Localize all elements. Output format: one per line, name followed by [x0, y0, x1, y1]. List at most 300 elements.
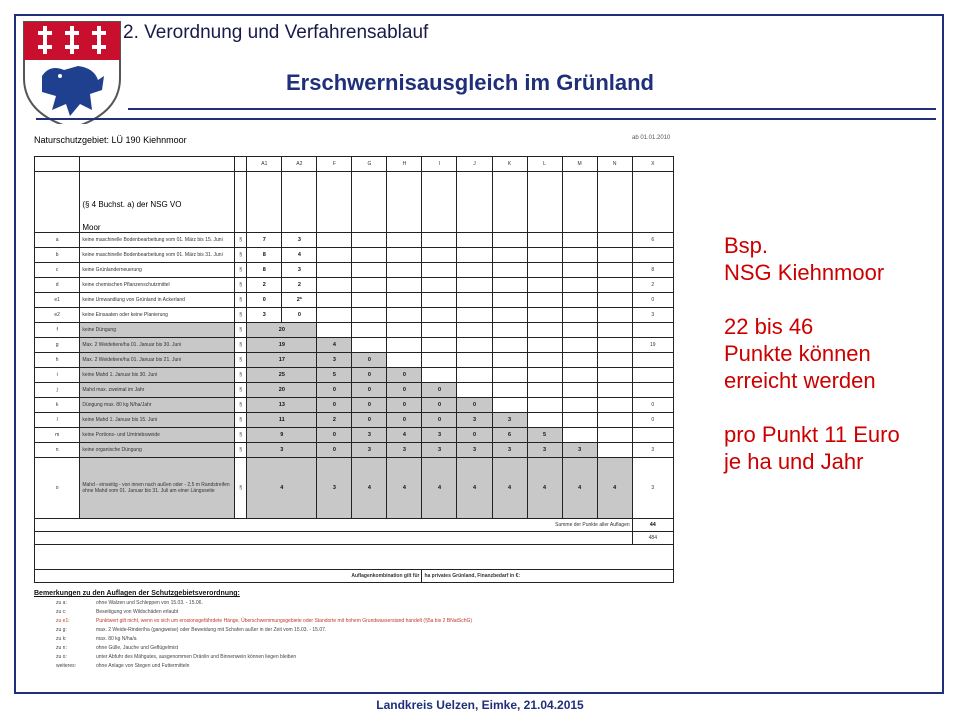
section-mark: § — [234, 413, 246, 428]
value-a1: 0 — [247, 293, 282, 308]
value-cell — [597, 293, 632, 308]
section-mark: § — [234, 353, 246, 368]
header-cell — [422, 172, 457, 233]
note-text: ohne Anlage von Stegen und Futtermitteln — [96, 663, 190, 669]
value-cell — [562, 353, 597, 368]
table-row — [35, 323, 674, 338]
row-key: f — [35, 323, 80, 338]
section-title: 2. Verordnung und Verfahrensablauf — [123, 22, 429, 43]
column-header: X — [632, 157, 673, 172]
row-key: o — [35, 458, 80, 519]
value-cell: 4 — [422, 458, 457, 519]
example-line-3: 22 bis 46 — [724, 314, 814, 339]
value-cell: 4 — [457, 458, 492, 519]
value-cell: 0 — [387, 398, 422, 413]
row-key: g — [35, 338, 80, 353]
value-cell: 3 — [317, 458, 352, 519]
value-cell: 0 — [352, 368, 387, 383]
sum-label: Summe der Punkte aller Auflagen — [35, 519, 633, 532]
header-cell — [597, 172, 632, 233]
row-label: keine Düngung — [80, 323, 235, 338]
note-key: weiteres: — [56, 663, 77, 669]
table-row — [35, 458, 674, 519]
combo-label-2: ha privates Grünland, Finanzbedarf in €: — [422, 570, 674, 583]
value-cell — [597, 278, 632, 293]
value-x: 8 — [632, 263, 673, 278]
value-a1: 11 — [247, 413, 317, 428]
note-item — [56, 636, 674, 643]
value-cell — [387, 308, 422, 323]
value-x — [632, 353, 673, 368]
value-cell — [527, 233, 562, 248]
value-x — [632, 248, 673, 263]
table-row — [35, 338, 674, 353]
row-key: k — [35, 398, 80, 413]
value-cell: 3 — [457, 443, 492, 458]
value-cell: 3 — [352, 428, 387, 443]
section-mark: § — [234, 323, 246, 338]
value-cell — [492, 308, 527, 323]
table-row — [35, 413, 674, 428]
value-cell — [562, 278, 597, 293]
value-cell — [492, 263, 527, 278]
value-cell — [562, 338, 597, 353]
value-cell — [562, 413, 597, 428]
section-mark: § — [234, 458, 246, 519]
value-cell — [597, 368, 632, 383]
example-line-4: Punkte können — [724, 341, 871, 366]
value-x: 2 — [632, 278, 673, 293]
value-x: 0 — [632, 413, 673, 428]
value-a2: 2 — [282, 278, 317, 293]
note-key: zu c: — [56, 609, 67, 615]
row-label: keine Grünlanderneuerung — [80, 263, 235, 278]
value-cell: 3 — [492, 413, 527, 428]
value-cell — [457, 338, 492, 353]
row-label: Max. 2 Weidetiere/ha 01. Januar bis 21. Juni — [80, 353, 235, 368]
value-cell — [422, 353, 457, 368]
row-label: Mahd max. zweimal im Jahr — [80, 383, 235, 398]
note-text: ohne Gülle, Jauche und Geflügelmist — [96, 645, 178, 651]
header-cell — [562, 172, 597, 233]
value-cell — [457, 263, 492, 278]
value-cell — [597, 233, 632, 248]
value-x — [632, 428, 673, 443]
value-a1: 20 — [247, 323, 317, 338]
title-divider-lower — [36, 118, 936, 120]
value-cell: 0 — [317, 443, 352, 458]
value-a2: 3 — [282, 263, 317, 278]
note-text: unter Abfuhr des Mähgutes, ausgenommen Dränlin und Binnenwein können liegen bleiben — [96, 654, 297, 660]
value-cell — [492, 278, 527, 293]
value-a1: 4 — [247, 458, 317, 519]
value-x: 3 — [632, 308, 673, 323]
row-key: j — [35, 383, 80, 398]
value-cell — [387, 323, 422, 338]
table-row — [35, 353, 674, 368]
value-cell — [527, 353, 562, 368]
value-cell — [562, 398, 597, 413]
value-cell — [352, 323, 387, 338]
header-cell — [80, 157, 235, 172]
note-item — [56, 600, 674, 607]
value-cell — [527, 368, 562, 383]
value-cell — [562, 293, 597, 308]
value-cell — [352, 263, 387, 278]
note-item — [56, 618, 674, 625]
column-header: K — [492, 157, 527, 172]
value-a1: 9 — [247, 428, 317, 443]
column-header: F — [317, 157, 352, 172]
value-cell: 0 — [352, 383, 387, 398]
section-mark: § — [234, 383, 246, 398]
note-key: zu k: — [56, 636, 67, 642]
header-cell — [247, 172, 282, 233]
note-item — [56, 627, 674, 634]
note-key: zu g: — [56, 627, 67, 633]
value-cell: 0 — [317, 398, 352, 413]
row-key: m — [35, 428, 80, 443]
value-a1: 3 — [247, 443, 317, 458]
row-label: Mahd - einseitig - von innen nach außen oder - 2,5 m Randstreifen ohne Mahd vom 01. Januar bis 31. Juli am einer Längsseite — [80, 458, 235, 519]
value-cell — [527, 338, 562, 353]
value-cell — [422, 368, 457, 383]
value-cell: 4 — [597, 458, 632, 519]
table-row — [35, 443, 674, 458]
column-header: G — [352, 157, 387, 172]
section-mark: § — [234, 428, 246, 443]
value-cell — [597, 248, 632, 263]
row-key: h — [35, 353, 80, 368]
value-x: 3 — [632, 458, 673, 519]
value-cell — [597, 398, 632, 413]
document-date: ab 01.01.2010 — [632, 135, 671, 141]
value-cell — [527, 308, 562, 323]
value-cell — [527, 323, 562, 338]
value-cell — [457, 308, 492, 323]
value-cell — [387, 293, 422, 308]
value-cell — [562, 248, 597, 263]
section-mark: § — [234, 293, 246, 308]
section-mark: § — [234, 248, 246, 263]
value-cell: 0 — [457, 398, 492, 413]
value-a2: 0 — [282, 308, 317, 323]
header-cell — [317, 172, 352, 233]
value-cell — [492, 248, 527, 263]
value-cell — [562, 233, 597, 248]
note-text: Punktwert gilt nicht, wenn es sich um erosionsgefährdete Hänge, Überschwemmungsgebiete oder Standorte mit hohem Grundwasserstand handelt (§5a bis 2 BNatSchG) — [96, 618, 473, 624]
section-mark: § — [234, 368, 246, 383]
note-text: ohne Walzen und Schleppen von 15.03. - 15.06. — [96, 600, 203, 606]
note-item — [56, 654, 674, 661]
regulation-reference: (§ 4 Buchst. a) der NSG VO — [82, 200, 182, 209]
value-cell — [317, 248, 352, 263]
notes-section — [34, 590, 674, 672]
value-a1: 19 — [247, 338, 317, 353]
value-cell: 3 — [422, 428, 457, 443]
value-cell — [457, 248, 492, 263]
value-cell — [597, 323, 632, 338]
value-cell — [387, 233, 422, 248]
column-header: M — [562, 157, 597, 172]
value-cell — [527, 413, 562, 428]
value-x: 6 — [632, 233, 673, 248]
value-cell — [597, 383, 632, 398]
section-mark: § — [234, 338, 246, 353]
note-key: zu e1: — [56, 618, 70, 624]
note-item — [56, 663, 674, 670]
value-cell — [562, 308, 597, 323]
value-a1: 2 — [247, 278, 282, 293]
notes-title: Bemerkungen zu den Auflagen der Schutzgebietsverordnung: — [34, 590, 240, 597]
value-cell — [422, 248, 457, 263]
example-callout — [724, 232, 900, 475]
header-cell — [352, 172, 387, 233]
value-cell: 0 — [422, 413, 457, 428]
row-label: keine Umwandlung von Grünland in Ackerland — [80, 293, 235, 308]
row-label: keine maschinelle Bodenbearbeitung vom 01. März bis 15. Juni — [80, 233, 235, 248]
row-label: Düngung max. 80 kg N/ha/Jahr — [80, 398, 235, 413]
document-title: Naturschutzgebiet: LÜ 190 Kiehnmoor — [34, 135, 187, 145]
value-cell — [317, 278, 352, 293]
sum-value-2: 484 — [632, 532, 673, 545]
value-cell: 5 — [527, 428, 562, 443]
value-a1: 20 — [247, 383, 317, 398]
value-x: 0 — [632, 293, 673, 308]
value-cell — [527, 398, 562, 413]
value-cell — [457, 353, 492, 368]
value-cell — [597, 338, 632, 353]
value-cell: 2 — [317, 413, 352, 428]
row-label: keine organische Düngung — [80, 443, 235, 458]
example-line-7: je ha und Jahr — [724, 449, 864, 474]
value-cell: 3 — [387, 443, 422, 458]
value-cell — [352, 293, 387, 308]
sum-value: 44 — [632, 519, 673, 532]
value-cell: 4 — [387, 428, 422, 443]
header-cell — [234, 172, 246, 233]
value-cell — [597, 443, 632, 458]
table-row — [35, 263, 674, 278]
value-cell: 0 — [317, 428, 352, 443]
column-header: A1 — [247, 157, 282, 172]
value-cell: 3 — [352, 443, 387, 458]
section-mark: § — [234, 278, 246, 293]
column-header: N — [597, 157, 632, 172]
value-cell — [527, 383, 562, 398]
value-cell: 4 — [317, 338, 352, 353]
value-cell — [387, 338, 422, 353]
value-cell: 4 — [352, 458, 387, 519]
row-key: e1 — [35, 293, 80, 308]
header-cell — [492, 172, 527, 233]
value-cell — [492, 233, 527, 248]
value-cell: 3 — [527, 443, 562, 458]
row-key: l — [35, 413, 80, 428]
value-a1: 17 — [247, 353, 317, 368]
row-key: c — [35, 263, 80, 278]
value-cell — [597, 308, 632, 323]
value-cell — [457, 383, 492, 398]
value-cell: 4 — [562, 458, 597, 519]
value-a1: 8 — [247, 263, 282, 278]
section-mark: § — [234, 233, 246, 248]
table-row — [35, 368, 674, 383]
value-cell — [492, 398, 527, 413]
row-label: keine Einsaaten oder keine Planierung — [80, 308, 235, 323]
table-row — [35, 278, 674, 293]
row-label: Max. 2 Weidetiere/ha 01. Januar bis 30. Juni — [80, 338, 235, 353]
value-a2: 2* — [282, 293, 317, 308]
value-cell — [492, 323, 527, 338]
value-cell: 6 — [492, 428, 527, 443]
header-cell — [35, 172, 80, 233]
value-cell: 0 — [317, 383, 352, 398]
value-x — [632, 368, 673, 383]
value-cell — [457, 233, 492, 248]
value-cell — [422, 233, 457, 248]
value-cell — [597, 353, 632, 368]
table-row — [35, 398, 674, 413]
value-x: 0 — [632, 398, 673, 413]
value-cell — [527, 293, 562, 308]
value-cell — [317, 293, 352, 308]
row-key: d — [35, 278, 80, 293]
area-type-label: Moor — [82, 223, 101, 232]
footer: Landkreis Uelzen, Eimke, 21.04.2015 — [376, 698, 584, 712]
note-text: max. 80 kg N/ha/a — [96, 636, 137, 642]
column-header: H — [387, 157, 422, 172]
table-header-row — [35, 157, 674, 172]
header-cell — [35, 157, 80, 172]
value-cell — [387, 263, 422, 278]
value-cell — [492, 383, 527, 398]
value-cell — [422, 308, 457, 323]
title-divider — [128, 108, 936, 110]
value-cell — [387, 248, 422, 263]
header-cell — [457, 172, 492, 233]
value-x — [632, 383, 673, 398]
value-cell — [317, 233, 352, 248]
value-cell: 4 — [387, 458, 422, 519]
header-cell — [387, 172, 422, 233]
note-key: zu o: — [56, 654, 67, 660]
value-a1: 13 — [247, 398, 317, 413]
value-cell — [422, 278, 457, 293]
value-cell: 0 — [387, 413, 422, 428]
row-key: e2 — [35, 308, 80, 323]
row-label: keine Mahd 1. Januar bis 15. Juni — [80, 413, 235, 428]
table-row — [35, 233, 674, 248]
value-cell — [317, 323, 352, 338]
row-label: keine Mahd 1. Januar bis 30. Juni — [80, 368, 235, 383]
column-header: I — [422, 157, 457, 172]
scanned-document — [32, 124, 808, 690]
value-cell — [597, 263, 632, 278]
value-cell — [492, 368, 527, 383]
value-cell: 0 — [387, 383, 422, 398]
value-cell — [492, 338, 527, 353]
value-cell — [492, 353, 527, 368]
note-item — [56, 609, 674, 616]
header-cell — [632, 172, 673, 233]
value-x — [632, 323, 673, 338]
value-a1: 25 — [247, 368, 317, 383]
row-key: n — [35, 443, 80, 458]
value-a2: 3 — [282, 233, 317, 248]
value-cell: 5 — [317, 368, 352, 383]
value-cell: 4 — [492, 458, 527, 519]
value-x: 19 — [632, 338, 673, 353]
value-cell — [317, 308, 352, 323]
row-key: i — [35, 368, 80, 383]
note-text: max. 2 Weide-Rinder/ha (gangweise) oder Beweidung mit Schafen außer in der Zeit vom 15.03. - 15.07. — [96, 627, 327, 633]
example-line-1: Bsp. — [724, 233, 769, 258]
example-line-2: NSG Kiehnmoor — [724, 260, 885, 285]
value-cell — [352, 248, 387, 263]
column-header: L — [527, 157, 562, 172]
value-cell — [562, 368, 597, 383]
value-cell: 0 — [422, 398, 457, 413]
row-label: keine Portions- und Umtriebsweide — [80, 428, 235, 443]
section-mark: § — [234, 398, 246, 413]
section-mark: § — [234, 443, 246, 458]
value-cell: 0 — [457, 428, 492, 443]
value-cell: 3 — [422, 443, 457, 458]
value-cell: 3 — [457, 413, 492, 428]
table-row — [35, 248, 674, 263]
value-cell — [387, 278, 422, 293]
example-line-5: erreicht werden — [724, 368, 876, 393]
value-cell: 0 — [352, 353, 387, 368]
note-key: zu n: — [56, 645, 67, 651]
value-a1: 3 — [247, 308, 282, 323]
coat-of-arms-icon — [20, 18, 124, 130]
value-cell: 4 — [527, 458, 562, 519]
column-header: A2 — [282, 157, 317, 172]
value-cell: 3 — [317, 353, 352, 368]
value-cell — [527, 263, 562, 278]
value-a1: 8 — [247, 248, 282, 263]
value-cell — [317, 263, 352, 278]
value-cell: 3 — [492, 443, 527, 458]
value-cell — [597, 428, 632, 443]
note-text: Beseitigung von Wildschäden erlaubt — [96, 609, 179, 615]
value-cell: 0 — [352, 413, 387, 428]
section-mark: § — [234, 263, 246, 278]
column-header: J — [457, 157, 492, 172]
value-a2: 4 — [282, 248, 317, 263]
value-cell — [422, 293, 457, 308]
value-cell — [527, 248, 562, 263]
header-cell — [527, 172, 562, 233]
value-cell — [562, 323, 597, 338]
value-cell — [422, 338, 457, 353]
value-cell — [352, 338, 387, 353]
table-row — [35, 383, 674, 398]
table-row — [35, 428, 674, 443]
table-row — [35, 293, 674, 308]
value-cell — [562, 383, 597, 398]
value-cell — [352, 308, 387, 323]
value-cell — [352, 233, 387, 248]
value-cell — [422, 323, 457, 338]
value-cell: 0 — [422, 383, 457, 398]
table-header-row — [35, 172, 674, 233]
row-label: keine chemischen Pflanzenschutzmittel — [80, 278, 235, 293]
value-a1: 7 — [247, 233, 282, 248]
value-cell: 0 — [387, 368, 422, 383]
